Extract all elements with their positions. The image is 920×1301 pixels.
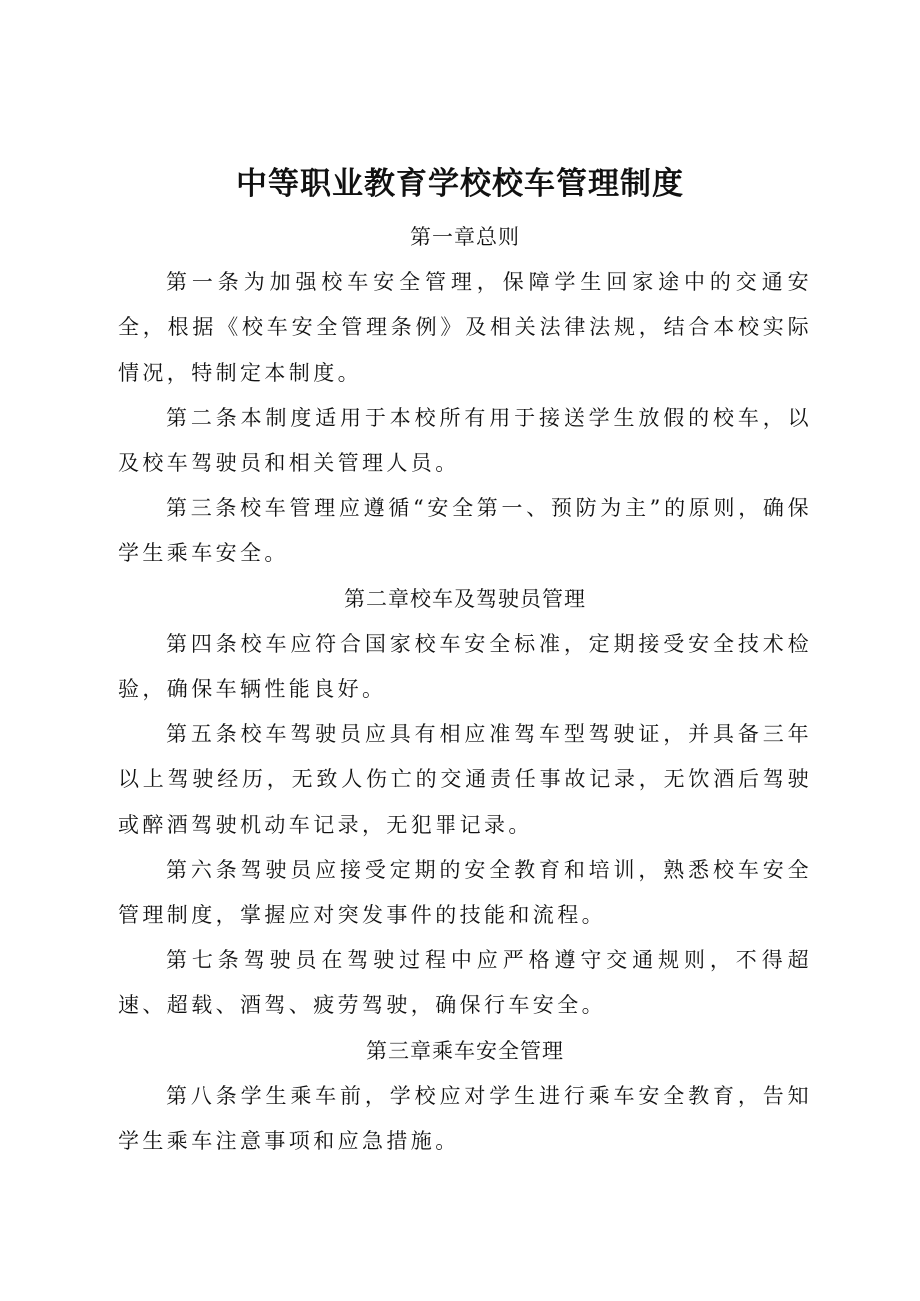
- article-3: 第三条校车管理应遵循“安全第一、预防为主”的原则，确保学生乘车安全。: [118, 496, 812, 566]
- article-2: 第二条本制度适用于本校所有用于接送学生放假的校车，以及校车驾驶员和相关管理人员。: [118, 405, 812, 476]
- article-4: 第四条校车应符合国家校车安全标准，定期接受安全技术检验，确保车辆性能良好。: [118, 631, 812, 702]
- chapter-heading-1: 第一章总则: [410, 225, 520, 249]
- chapter-heading-3: 第三章乘车安全管理: [366, 1038, 564, 1063]
- chapter-heading-2: 第二章校车及驾驶员管理: [344, 586, 586, 611]
- document-title: 中等职业教育学校校车管理制度: [236, 166, 684, 202]
- article-1: 第一条为加强校车安全管理，保障学生回家途中的交通安全，根据《校车安全管理条例》及相关法律法规，结合本校实际情况，特制定本制度。: [118, 270, 812, 385]
- article-7: 第七条驾驶员在驾驶过程中应严格遵守交通规则，不得超速、超载、酒驾、疲劳驾驶，确保行车安全。: [118, 948, 812, 1018]
- article-6: 第六条驾驶员应接受定期的安全教育和培训，熟悉校车安全管理制度，掌握应对突发事件的技能和流程。: [118, 857, 812, 928]
- article-8: 第八条学生乘车前，学校应对学生进行乘车安全教育，告知学生乘车注意事项和应急措施。: [118, 1083, 812, 1154]
- article-5: 第五条校车驾驶员应具有相应准驾车型驾驶证，并具备三年以上驾驶经历，无致人伤亡的交通责任事故记录，无饮酒后驾驶或醉酒驾驶机动车记录，无犯罪记录。: [118, 722, 812, 837]
- document-body: [118, 215, 812, 1164]
